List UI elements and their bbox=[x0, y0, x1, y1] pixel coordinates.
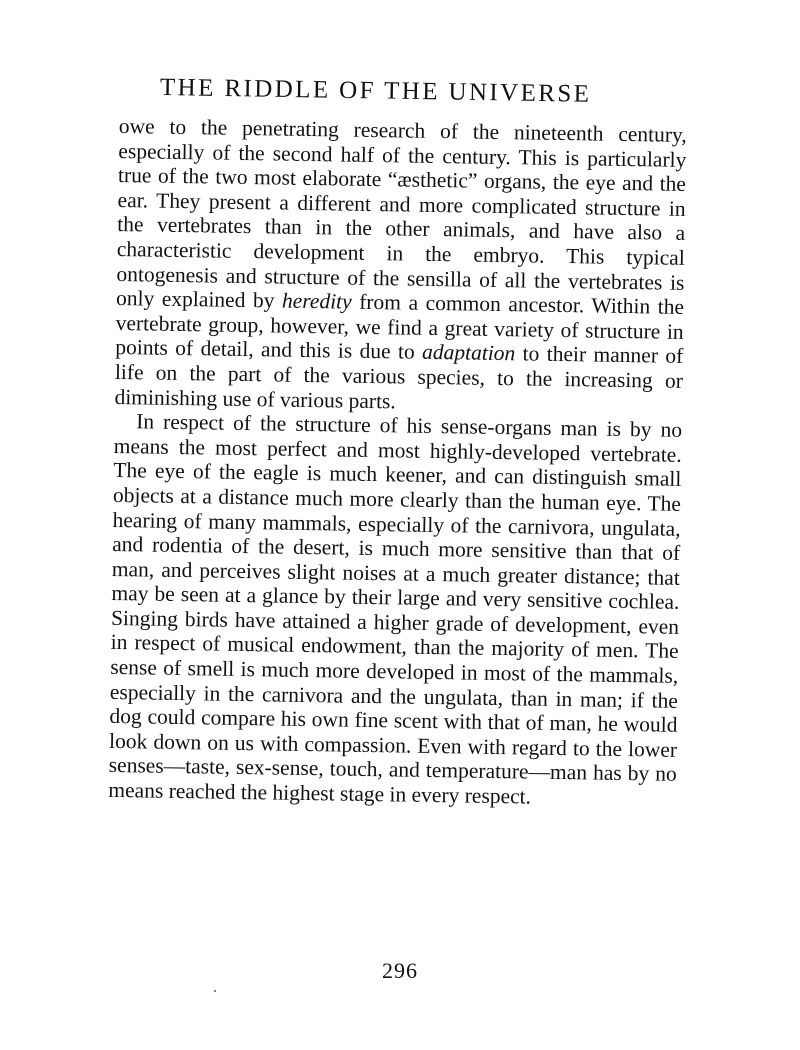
paragraph-1-part-3: to their manner of life on the part of the various species, to the increasing or diminishing use of various parts. bbox=[114, 341, 684, 413]
paragraph-1-part-2: from a common ancestor. Within the vertebrate group, however, we find a great variety of structure in points of detail, and this is due to bbox=[115, 289, 685, 365]
italic-heredity: heredity bbox=[281, 288, 352, 314]
print-speck bbox=[214, 990, 216, 992]
paragraph-2: In respect of the structure of his sense-organs man is by no means the most perfect and most highly-developed vertebrate. The eye of the eagle is much keener, and can distinguish small objects at a distance much more clearly than the human eye. The hearing of many mammals, especially of the carnivora, ungulata, and rodentia of the desert, is much more sensitive than that of man, and perceives slight noises at a much greater distance; that may be seen at a glance by their large and very sensitive cochlea. Singing birds have attained a higher grade of development, even in respect of musical endowment, than the majority of men. The sense of smell is much more developed in most of the mammals, especially in the carnivora and the ungulata, than in man; if the dog could compare his own fine scent with that of man, he would look down on us with compassion. Even with regard to the lower senses—taste, sex-sense, touch, and temperature—man has by no means reached the highest stage in every respect. bbox=[108, 409, 683, 809]
running-head: THE RIDDLE OF THE UNIVERSE bbox=[159, 74, 592, 108]
italic-adaptation: adaptation bbox=[421, 340, 516, 366]
paragraph-1-part-1: owe to the penetrating research of the nineteenth century, especially of the second half of the century. This is particularly true of the two most elaborate “æsthetic” organs, the eye and the ear. They present a different and more complicated structure in the vertebrates than in the other animals, and have also a characteristic development in the embryo. This typical ontogenesis and structure of the sensilla of all the vertebrates is only explained by bbox=[115, 114, 687, 313]
paragraph-1 bbox=[114, 114, 687, 418]
page-number: 296 bbox=[382, 958, 418, 983]
body-text bbox=[108, 114, 687, 811]
